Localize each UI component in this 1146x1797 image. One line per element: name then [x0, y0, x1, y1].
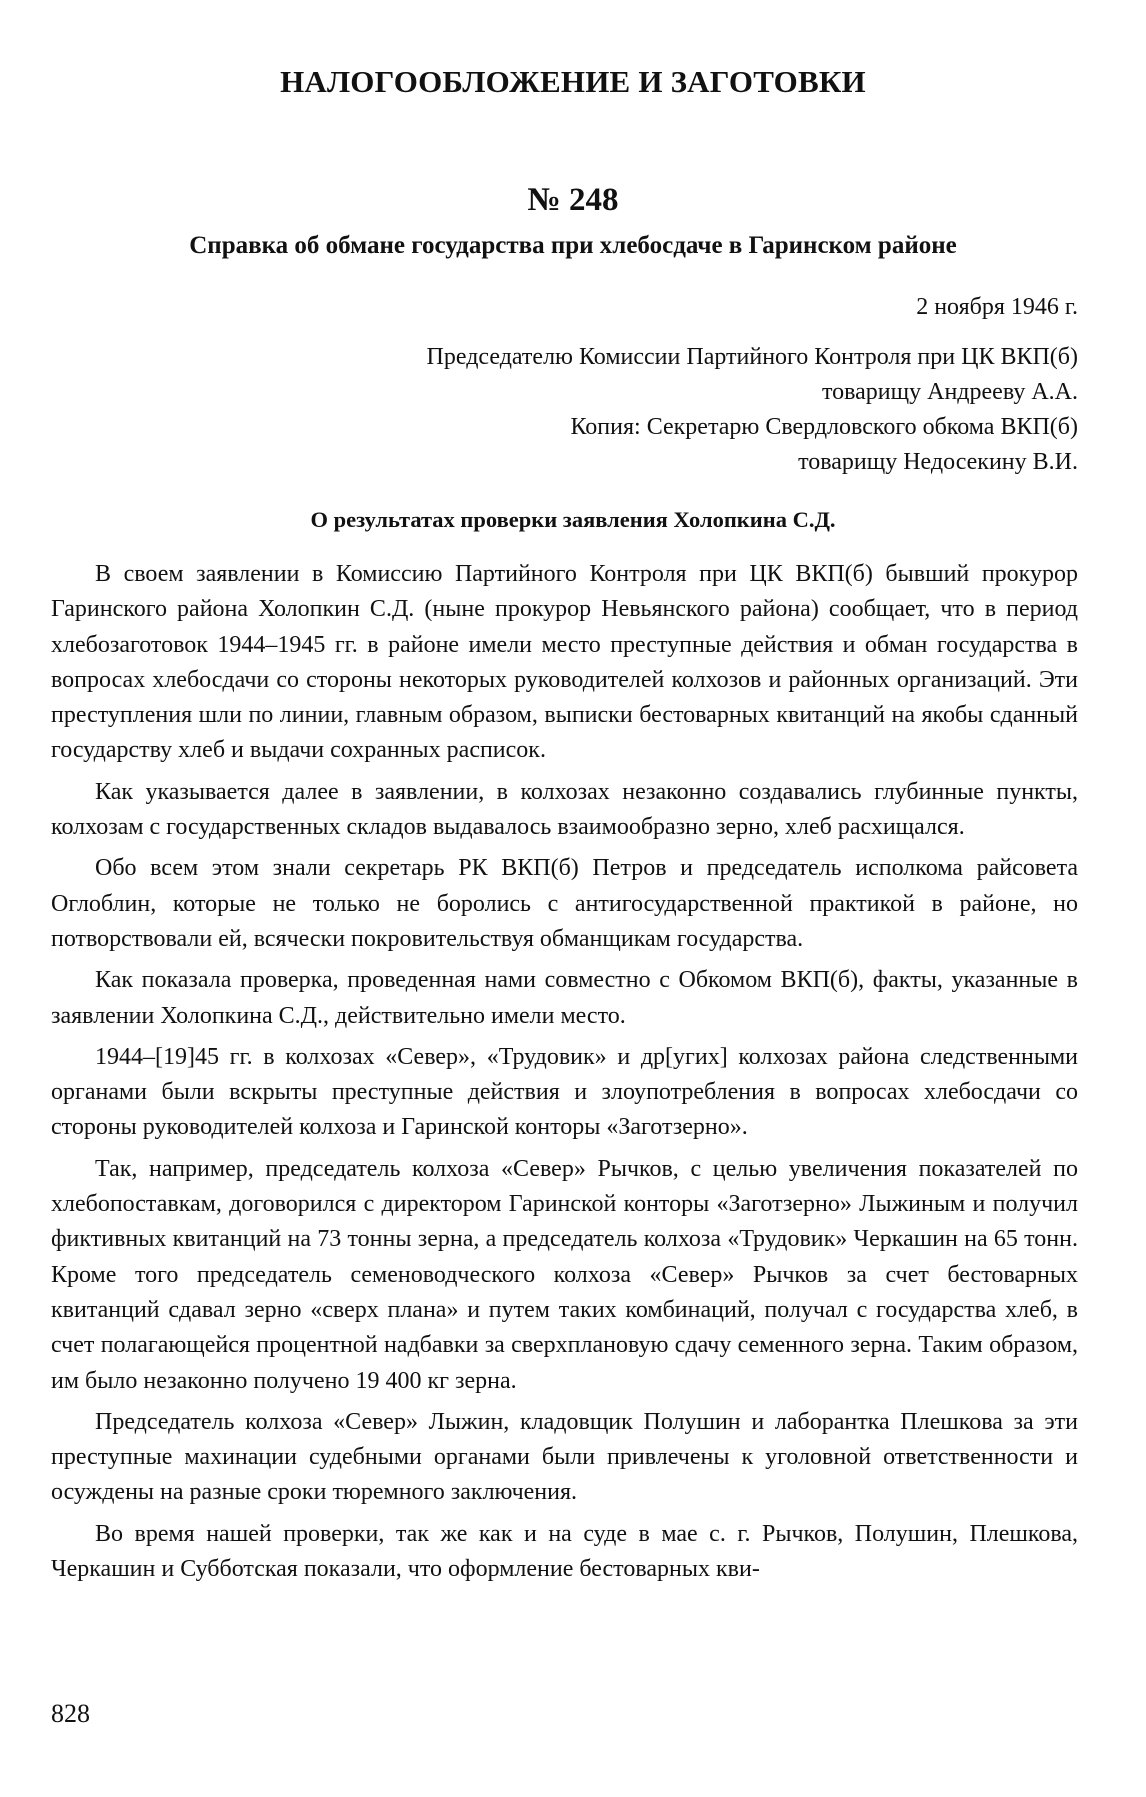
addressee-block [427, 340, 1078, 480]
paragraph: 1944–[19]45 гг. в колхозах «Север», «Трудовик» и др[угих] колхозах района следственными органами были вскрыты преступные действия и злоупотребления в вопросах хлебосдачи со стороны руководителей колхоза и Гаринской конторы «Заготзерно». [51, 1043, 1078, 1141]
paragraph: Обо всем этом знали секретарь РК ВКП(б) Петров и председатель исполкома райсовета Оглоблин, которые не только не боролись с антигосударственной практикой в районе, но потворствовали ей, всячески покровительствуя обманщикам государства. [51, 855, 1078, 952]
page-number: 828 [51, 1699, 90, 1728]
paragraph: Во время нашей проверки, так же как и на суде в мае с. г. Рычков, Полушин, Плешкова, Черкашин и Субботская показали, что оформление бестоварных кви- [51, 1520, 1078, 1583]
addressee-line: товарищу Недосекину В.И. [798, 449, 1078, 475]
document-title: Справка об обмане государства при хлебосдаче в Гаринском районе [189, 232, 957, 259]
addressee-line: Председателю Комиссии Партийного Контроля при ЦК ВКП(б) [426, 344, 1078, 370]
body-text [51, 557, 1078, 1593]
document-number: № 248 [527, 182, 619, 218]
paragraph: Как указывается далее в заявлении, в колхозах незаконно создавались глубинные пункты, колхозам с государственных складов выдавалось взаимообразно зерно, хлеб расхищался. [51, 778, 1078, 841]
subject-heading: О результатах проверки заявления Холопкина С.Д. [310, 507, 836, 532]
paragraph: Председатель колхоза «Север» Лыжин, кладовщик Полушин и лаборантка Плешкова за эти преступные махинации судебными органами были привлечены к уголовной ответственности и осуждены на разные сроки тюремного заключения. [51, 1408, 1078, 1506]
paragraph: Так, например, председатель колхоза «Север» Рычков, с целью увеличения показателей по хлебопоставкам, договорился с директором Гаринской конторы «Заготзерно» Лыжиным и получил фиктивных квитанций на 73 тонны зерна, а председатель колхоза «Трудовик» Черкашин на 65 тонн. Кроме того председатель семеноводческого колхоза «Север» Рычков за счет бестоварных квитанций сдавал зерно «сверх плана» и путем таких комбинаций, получал с государства хлеб, в счет полагающейся процентной надбавки за сверхплановую сдачу семенного зерна. Таким образом, им было незаконно получено 19 400 кг зерна. [51, 1155, 1078, 1394]
paragraph: В своем заявлении в Комиссию Партийного Контроля при ЦК ВКП(б) бывший прокурор Гаринского района Холопкин С.Д. (ныне прокурор Невьянского района) сообщает, что в период хлебозаготовок 1944–1945 гг. в районе имели место преступные действия и обман государства в вопросах хлебосдачи со стороны некоторых руководителей колхозов и районных организаций. Эти преступления шли по линии, главным образом, выписки бестоварных квитанций на якобы сданный государству хлеб и выдачи сохранных расписок. [51, 561, 1078, 764]
addressee-line: Копия: Секретарю Свердловского обкома ВКП(б) [570, 414, 1078, 440]
document-date: 2 ноября 1946 г. [916, 294, 1078, 320]
section-title: НАЛОГООБЛОЖЕНИЕ И ЗАГОТОВКИ [280, 64, 866, 99]
addressee-line: товарищу Андрееву А.А. [821, 379, 1078, 405]
paragraph: Как показала проверка, проведенная нами совместно с Обкомом ВКП(б), факты, указанные в заявлении Холопкина С.Д., действительно имели место. [51, 967, 1078, 1029]
